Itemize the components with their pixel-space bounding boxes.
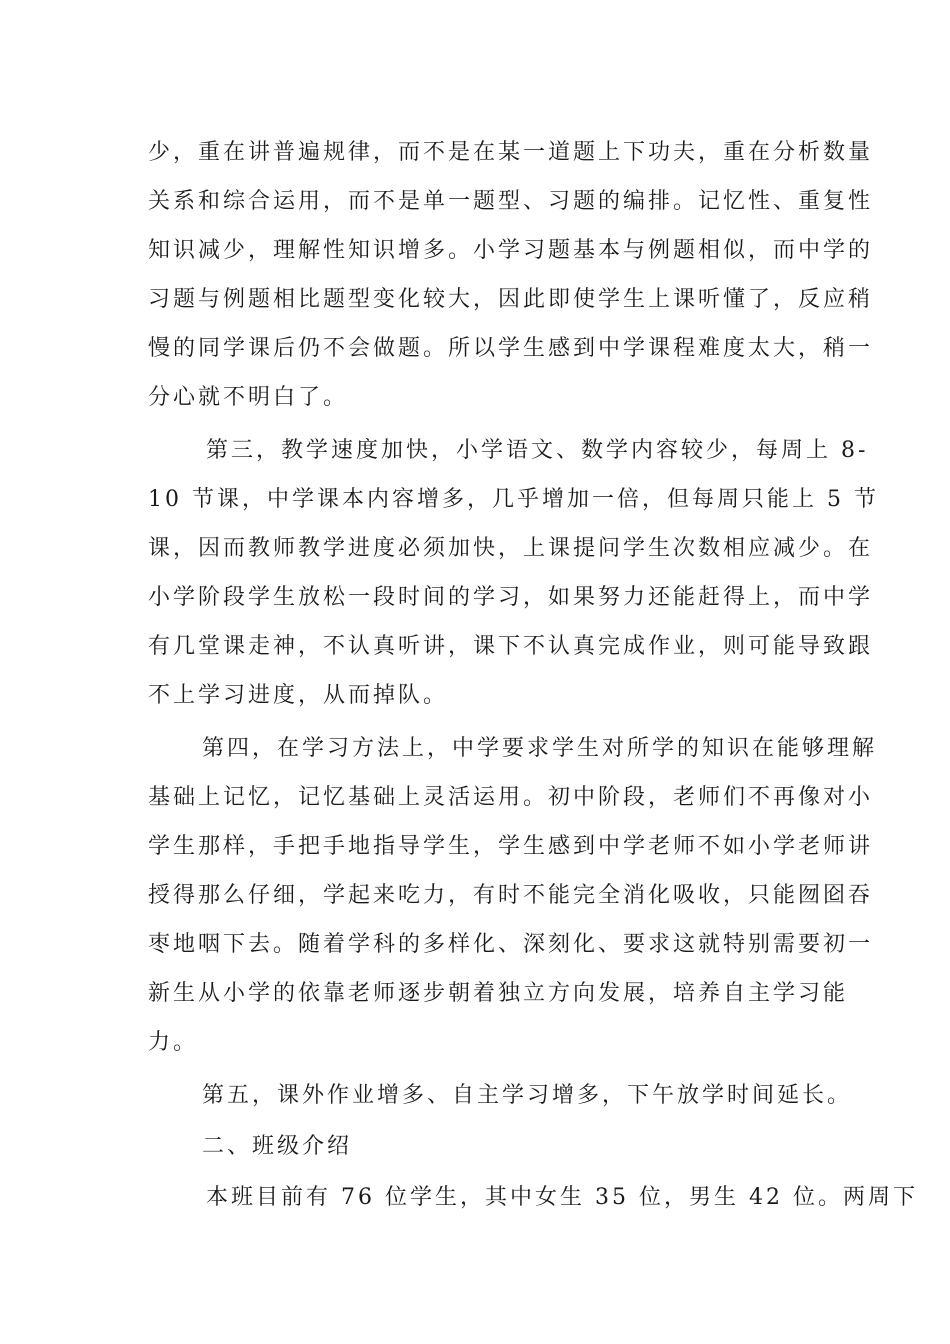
text-line: 学生那样，手把手地指导学生，学生感到中学老师不如小学老师讲: [148, 834, 874, 859]
text-line: 本班目前有 76 位学生，其中女生 35 位，男生 42 位。两周下: [206, 1185, 918, 1210]
text-line: 不上学习进度，从而掉队。: [148, 683, 449, 708]
text-line: 枣地咽下去。随着学科的多样化、深刻化、要求这就特别需要初一: [148, 932, 874, 957]
text-line: 关系和综合运用，而不是单一题型、习题的编排。记忆性、重复性: [148, 189, 874, 214]
text-line: 知识减少，理解性知识增多。小学习题基本与例题相似，而中学的: [148, 238, 874, 263]
text-line: 第五，课外作业增多、自主学习增多，下午放学时间延长。: [202, 1083, 853, 1108]
text-line: 力。: [148, 1030, 199, 1055]
text-line: 慢的同学课后仍不会做题。所以学生感到中学课程难度太大，稍一: [148, 336, 874, 361]
text-line: 少，重在讲普遍规律，而不是在某一道题上下功夫，重在分析数量: [148, 140, 874, 165]
text-line: 新生从小学的依靠老师逐步朝着独立方向发展，培养自主学习能: [148, 981, 849, 1006]
text-line: 课，因而教师教学进度必须加快，上课提问学生次数相应减少。在: [148, 536, 874, 561]
text-line: 小学阶段学生放松一段时间的学习，如果努力还能赶得上，而中学: [148, 585, 874, 610]
text-line: 第三，教学速度加快，小学语文、数学内容较少，每周上 8-: [206, 438, 869, 463]
text-line: 习题与例题相比题型变化较大，因此即使学生上课听懂了，反应稍: [148, 287, 874, 312]
text-line: 有几堂课走神，不认真听讲，课下不认真完成作业，则可能导致跟: [148, 634, 874, 659]
section-heading: 二、班级介绍: [202, 1134, 353, 1159]
text-line: 第四，在学习方法上，中学要求学生对所学的知识在能够理解: [202, 736, 878, 761]
text-line: 授得那么仔细，学起来吃力，有时不能完全消化吸收，只能囫囵吞: [148, 883, 874, 908]
text-line: 分心就不明白了。: [148, 385, 349, 410]
text-line: 基础上记忆，记忆基础上灵活运用。初中阶段，老师们不再像对小: [148, 785, 874, 810]
text-line: 10 节课，中学课本内容增多，几乎增加一倍，但每周只能上 5 节: [148, 487, 879, 512]
